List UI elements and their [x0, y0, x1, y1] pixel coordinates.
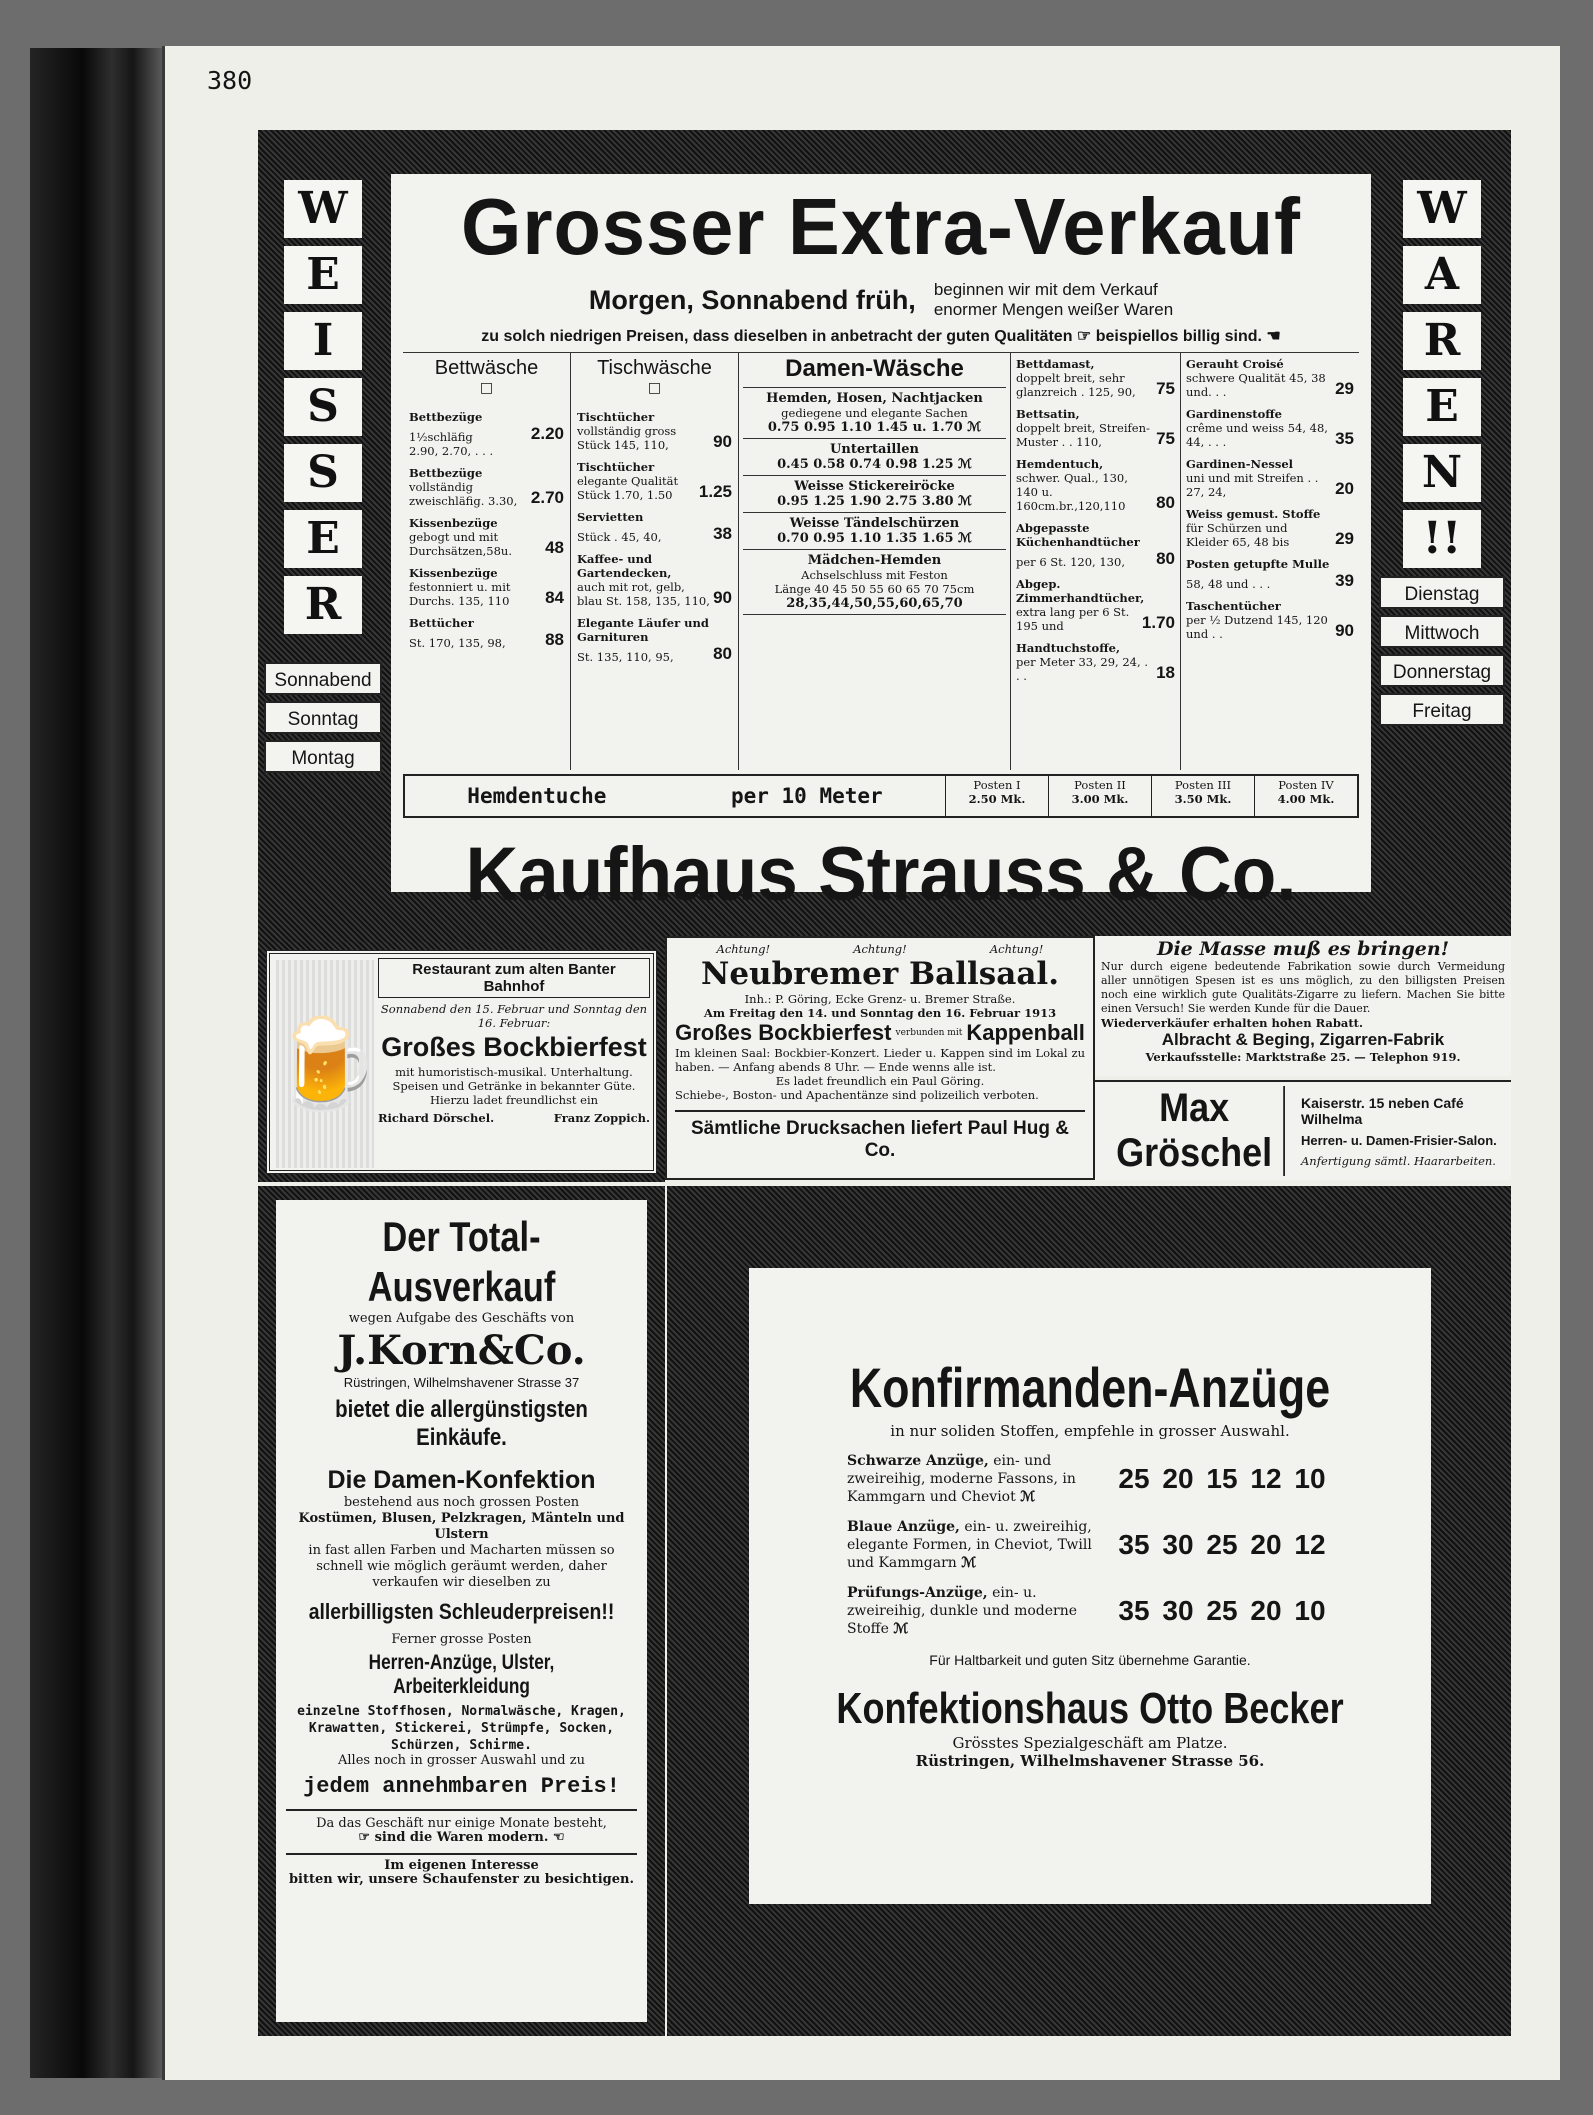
item-row: [577, 474, 732, 502]
ballsaal-owner: Inh.: P. Göring, Ecke Grenz- u. Bremer Straße.: [744, 992, 1016, 1006]
column-title: Tischwäsche: [597, 357, 712, 379]
item-price: 38: [713, 524, 732, 543]
group-sub: gediegene und elegante Sachen: [781, 406, 968, 420]
group-lengths: Länge 40 45 50 55 60 65 70 75cm: [774, 582, 975, 596]
suit-price: 25: [1118, 1463, 1150, 1494]
damen-group: [743, 388, 1006, 439]
price-item: [409, 566, 564, 608]
price-item: [409, 516, 564, 558]
item-row: [1016, 655, 1175, 683]
item-name: Bettbezüge: [409, 410, 483, 424]
group-title: Weisse Tändelschürzen: [789, 516, 960, 531]
group-sub: Achselschluss mit Feston: [801, 568, 948, 582]
suit-desc: [847, 1584, 1112, 1638]
price-item: [1016, 457, 1175, 513]
group-prices: 0.45 0.58 0.74 0.98 1.25 ℳ: [777, 457, 972, 472]
price-item: [1016, 407, 1175, 449]
item-desc: crême und weiss 54, 48, 44, . . .: [1186, 421, 1328, 449]
suit-desc: [847, 1518, 1112, 1572]
posten-name: Posten I: [973, 778, 1021, 792]
item-row: [1016, 605, 1175, 633]
suit-price: 25: [1206, 1529, 1238, 1560]
suit-label: Blaue Anzüge,: [847, 1519, 960, 1535]
item-desc: schwer. Qual., 130, 140 u. 160cm.br.,120,110: [1016, 471, 1128, 513]
item-price: 90: [713, 432, 732, 451]
beer-goat-icon: 🍺: [276, 960, 374, 1168]
item-desc: uni und mit Streifen . . 27, 24,: [1186, 471, 1319, 499]
item-desc: per Meter 33, 29, 24, . . .: [1016, 655, 1148, 683]
weekday-label: Sonntag: [264, 701, 382, 734]
hemdentuche-per: per 10 Meter: [730, 784, 883, 808]
item-price: 90: [713, 588, 732, 607]
hemdentuche-row: [403, 774, 1359, 818]
korn-line: Da das Geschäft nur einige Monate besteht,: [316, 1816, 607, 1831]
price-item: [1186, 357, 1354, 399]
word-letter: N: [1403, 444, 1481, 502]
sub-preisen: [403, 326, 1359, 346]
restaurant-line: mit humoristisch-musikal. Unterhaltung.: [395, 1065, 633, 1079]
becker-title: Konfirmanden-Anzüge: [849, 1356, 1331, 1419]
group-prices: 0.75 0.95 1.10 1.45 u. 1.70 ℳ: [767, 420, 982, 435]
sub-morgen: Morgen, Sonnabend früh,: [588, 284, 916, 315]
group-prices: 0.70 0.95 1.10 1.35 1.65 ℳ: [777, 531, 972, 546]
item-desc: per ½ Dutzend 145, 120 und . .: [1186, 613, 1328, 641]
left-vertical-word: [264, 140, 382, 790]
item-name: Kissenbezüge: [409, 566, 498, 580]
posten-price: 2.50 Mk.: [968, 792, 1026, 806]
ballsaal-event-b: Kappenball: [966, 1020, 1085, 1045]
korn-schleuderpreise: allerbilligsten Schleuderpreisen!!: [308, 1599, 615, 1624]
currency-unit: ℳ: [1020, 1489, 1036, 1505]
word-letter: !!: [1403, 510, 1481, 568]
weekday-label: Donnerstag: [1379, 654, 1505, 687]
item-price: 84: [545, 588, 564, 607]
item-row: [1016, 371, 1175, 399]
price-item: [577, 410, 732, 452]
korn-address: Rüstringen, Wilhelmshavener Strasse 37: [343, 1375, 580, 1390]
item-row: [1186, 421, 1354, 449]
item-row: [1186, 521, 1354, 549]
item-desc: für Schürzen und Kleider 65, 48 bis: [1186, 521, 1290, 549]
item-price: 80: [1156, 549, 1175, 568]
sub-preisen-a: zu solch niedrigen Preisen, dass dieselben in anbetracht der guten Qualitäten: [481, 328, 1073, 345]
newspaper-page: [162, 46, 1560, 2080]
suit-price: 35: [1118, 1529, 1150, 1560]
item-desc: schwere Qualität 45, 38 und. . .: [1186, 371, 1326, 399]
korn-damen-headline: Die Damen-Konfektion: [327, 1466, 596, 1494]
price-item: [1186, 407, 1354, 449]
weekday-label: Mittwoch: [1379, 615, 1505, 648]
suit-row: [847, 1518, 1421, 1572]
item-name: Tischtücher: [577, 460, 655, 474]
ballsaal-ad: [665, 936, 1095, 1180]
item-name: Weiss gemust. Stoffe: [1186, 507, 1321, 521]
damen-group: [743, 439, 1006, 476]
price-item: [409, 410, 564, 458]
restaurant-line: Hierzu ladet freundlichst ein: [429, 1093, 599, 1107]
becker-ad: [667, 1186, 1511, 2036]
page-number: 380: [207, 66, 253, 95]
item-name: Bettsatin,: [1016, 407, 1080, 421]
korn-line: wegen Aufgabe des Geschäfts von: [348, 1311, 575, 1326]
korn-preis: jedem annehmbaren Preis!: [303, 1774, 620, 1799]
item-name: Bettbezüge: [409, 466, 483, 480]
becker-company: Konfektionshaus Otto Becker: [836, 1684, 1344, 1733]
korn-line: Ferner grosse Posten: [391, 1632, 532, 1647]
group-prices: 28,35,44,50,55,60,65,70: [786, 596, 963, 611]
ballsaal-line: Schiebe-, Boston- und Apachentänze sind polizeilich verboten.: [675, 1088, 1039, 1102]
suit-price: 10: [1294, 1595, 1326, 1626]
item-desc: gebogt und mit Durchsätzen,58u.: [409, 530, 512, 558]
restaurant-title: Restaurant zum alten Banter Bahnhof: [378, 958, 650, 998]
price-item: [409, 466, 564, 508]
suit-desc: [847, 1452, 1112, 1506]
damen-group: [743, 550, 1006, 615]
item-price: 75: [1156, 429, 1175, 448]
suit-price: 12: [1294, 1529, 1326, 1560]
korn-ad: [258, 1186, 665, 2036]
korn-p1c: in fast allen Farben und Macharten müssen so schnell wie möglich geräumt werden, daher verkaufen wir dieselben zu: [308, 1543, 615, 1590]
becker-address: Rüstringen, Wilhelmshavener Strasse 56.: [915, 1752, 1265, 1770]
price-item: [577, 616, 732, 664]
column-bettwaesche: [403, 353, 571, 770]
item-row: [409, 630, 564, 650]
restaurant-line: Speisen und Getränke in bekannter Güte.: [392, 1079, 636, 1093]
suit-label: Schwarze Anzüge,: [847, 1453, 989, 1469]
price-columns: [403, 352, 1359, 770]
ballsaal-line: Im kleinen Saal: Bockbier-Konzert. Lieder u. Kappen sind im Lokal zu haben. — Anfang abends 8 Uhr. — Ende wenns alle ist.: [675, 1046, 1085, 1074]
signature: Richard Dörschel.: [378, 1111, 495, 1125]
posten-cell: [1254, 776, 1357, 816]
suit-row: [847, 1452, 1421, 1506]
item-name: Abgep. Zimmerhandtücher,: [1016, 577, 1145, 605]
korn-p2b: Alles noch in grosser Auswahl und zu: [338, 1753, 585, 1768]
item-price: 20: [1335, 479, 1354, 498]
korn-p1b: Kostümen, Blusen, Pelzkragen, Mänteln und Ulstern: [298, 1511, 625, 1542]
item-row: [1016, 471, 1175, 513]
item-desc: extra lang per 6 St. 195 und: [1016, 605, 1130, 633]
item-name: Servietten: [577, 510, 644, 524]
price-item: [1186, 507, 1354, 549]
group-prices: 0.95 1.25 1.90 2.75 3.80 ℳ: [777, 494, 972, 509]
pointing-hand-icon: ☞: [358, 1830, 375, 1845]
word-letter: E: [284, 510, 362, 568]
price-item: [1016, 641, 1175, 683]
weisse-waren-ad: [258, 130, 1511, 973]
word-letter: W: [1403, 180, 1481, 238]
column-tischwaesche: [571, 353, 739, 770]
suit-price: 10: [1294, 1463, 1326, 1494]
price-item: [577, 510, 732, 544]
item-row: [409, 580, 564, 608]
korn-line: sind die Waren modern.: [374, 1830, 549, 1845]
hemdentuche-label: Hemdentuche: [467, 784, 607, 808]
item-price: 75: [1156, 379, 1175, 398]
item-name: Bettücher: [409, 616, 474, 630]
item-row: [1186, 571, 1354, 591]
group-title: Untertaillen: [830, 442, 919, 457]
item-name: Hemdentuch,: [1016, 457, 1104, 471]
item-price: 29: [1335, 529, 1354, 548]
square-ornament-icon: □: [647, 380, 662, 396]
suit-price: 30: [1162, 1595, 1194, 1626]
becker-guarantee: Für Haltbarkeit und guten Sitz übernehme Garantie.: [929, 1652, 1251, 1668]
posten-price: 4.00 Mk.: [1277, 792, 1335, 806]
item-desc: vollständig gross Stück 145, 110,: [577, 424, 677, 452]
right-vertical-word: [1379, 140, 1505, 800]
weekday-label: Dienstag: [1379, 576, 1505, 609]
item-desc: 58, 48 und . . .: [1186, 577, 1271, 591]
suit-text: ein- u. zweireihig, elegante Formen, in Cheviot, Twill und Kammgarn: [847, 1519, 1092, 1571]
price-item: [1186, 557, 1354, 591]
suit-row: [847, 1584, 1421, 1638]
item-name: Posten getupfte Mulle: [1186, 557, 1330, 571]
word-letter: A: [1403, 246, 1481, 304]
posten-price: 3.00 Mk.: [1071, 792, 1129, 806]
item-desc: vollständig zweischläfig. 3.30,: [409, 480, 518, 508]
item-name: Handtuchstoffe,: [1016, 641, 1120, 655]
damen-group: [743, 476, 1006, 513]
item-name: Gardinenstoffe: [1186, 407, 1282, 421]
posten-name: Posten IV: [1278, 778, 1334, 792]
word-letter: E: [284, 246, 362, 304]
currency-unit: ℳ: [893, 1621, 909, 1637]
item-price: 88: [545, 630, 564, 649]
restaurant-dates: Sonnabend den 15. Februar und Sonntag den 16. Februar:: [380, 1002, 648, 1030]
posten-name: Posten III: [1174, 778, 1232, 792]
item-desc: St. 170, 135, 98,: [409, 636, 506, 650]
item-name: Elegante Läufer und Garnituren: [577, 616, 709, 644]
suit-price: 25: [1206, 1595, 1238, 1626]
item-price: 48: [545, 538, 564, 557]
pointing-hand-icon: ☞: [1076, 328, 1096, 345]
weisse-waren-main: [391, 174, 1371, 917]
item-row: [577, 424, 732, 452]
achtung-label: Achtung!: [853, 942, 907, 956]
price-item: [1186, 457, 1354, 499]
item-row: [409, 530, 564, 558]
item-desc: 1½schläfig: [409, 430, 473, 444]
suit-text: ein- und zweireihig, moderne Fassons, in Kammgarn und Cheviot: [847, 1453, 1076, 1505]
column-croise: [1181, 353, 1359, 770]
item-desc: festonniert u. mit Durchs. 135, 110: [409, 580, 511, 608]
item-price: 1.25: [698, 482, 732, 501]
item-price: 2.70: [530, 488, 564, 507]
ballsaal-event: Großes Bockbierfest: [675, 1020, 892, 1045]
zigarren-ad: [1095, 936, 1511, 1076]
korn-p2: einzelne Stoffhosen, Normalwäsche, Kragen, Krawatten, Stickerei, Strümpfe, Socken, Schürzen, Schirme.: [297, 1704, 626, 1753]
currency-unit: ℳ: [961, 1555, 977, 1571]
item-price: 39: [1335, 571, 1354, 590]
word-letter: R: [1403, 312, 1481, 370]
suit-price: 20: [1250, 1529, 1282, 1560]
item-name: Gerauht Croisé: [1186, 357, 1284, 371]
item-name: Gardinen-Nessel: [1186, 457, 1294, 471]
suit-price: 35: [1118, 1595, 1150, 1626]
item-desc: doppelt breit, Streifen-Muster . . 110,: [1016, 421, 1150, 449]
item-name: Abgepasste Küchenhandtücher: [1016, 521, 1140, 549]
korn-main: [276, 1200, 647, 2022]
groeschel-ad: [1095, 1080, 1511, 1180]
posten-name: Posten II: [1074, 778, 1126, 792]
item-price: 18: [1156, 663, 1175, 682]
suit-label: Prüfungs-Anzüge,: [847, 1585, 988, 1601]
ballsaal-date: Am Freitag den 14. und Sonntag den 16. Februar 1913: [703, 1006, 1057, 1020]
sub-enormer: enormer Mengen weißer Waren: [933, 300, 1174, 319]
item-row: [1016, 549, 1175, 569]
item-row: [409, 424, 564, 444]
korn-company: J.Korn&Co.: [337, 1327, 586, 1374]
drucksachen-footer: Sämtliche Drucksachen liefert Paul Hug & Co.: [675, 1110, 1085, 1162]
item-row: [409, 480, 564, 508]
group-title: Mädchen-Hemden: [807, 553, 942, 568]
ballsaal-event-mid: verbunden mit: [895, 1028, 963, 1038]
restaurant-ad: [258, 942, 665, 1182]
item-row: [1016, 421, 1175, 449]
group-title: Weisse Stickereiröcke: [794, 479, 955, 494]
item-desc: elegante Qualität Stück 1.70, 1.50: [577, 474, 679, 502]
korn-herren-headline: Herren-Anzüge, Ulster, Arbeiterkleidung: [368, 1651, 555, 1698]
pointing-hand-icon-2: ☚: [1266, 328, 1281, 345]
word-letter: R: [284, 576, 362, 634]
suit-price: 20: [1250, 1595, 1282, 1626]
sub-preisen-b: beispiellos billig sind.: [1095, 328, 1262, 345]
column-bettdamast: [1011, 353, 1181, 770]
column-title: Damen-Wäsche: [743, 355, 1006, 388]
weekday-label: Sonnabend: [264, 662, 382, 695]
item-row: [577, 644, 732, 664]
achtung-label: Achtung!: [989, 942, 1044, 956]
zigarren-body: Nur durch eigene bedeutende Fabrikation sowie durch Vermeidung aller unnötigen Spesen ist es uns möglich, zu den billigsten Preisen noch eine wirklich gute Qualitäts-Zigarre zu liefern. Machen Sie bitte einen Versuch! Sie werden Kunde für die Dauer.: [1101, 960, 1505, 1015]
achtung-label: Achtung!: [716, 942, 771, 956]
item-name: Kaffee- und Gartendecken,: [577, 552, 672, 580]
price-item: [577, 460, 732, 502]
item-price: 29: [1335, 379, 1354, 398]
sub-beginnen: beginnen wir mit dem Verkauf: [933, 280, 1158, 299]
groeschel-line: Anfertigung sämtl. Haararbeiten.: [1301, 1153, 1496, 1168]
ballsaal-line: Es ladet freundlich ein Paul Göring.: [775, 1074, 985, 1088]
zigarren-rabatt: Wiederverkäufer erhalten hohen Rabatt.: [1101, 1016, 1363, 1030]
item-desc: Stück . 45, 40,: [577, 530, 662, 544]
item-desc: per 6 St. 120, 130,: [1016, 555, 1125, 569]
signature: Franz Zoppich.: [553, 1111, 650, 1125]
weekday-label: Freitag: [1379, 693, 1505, 726]
item-price: 1.70: [1141, 613, 1175, 632]
suit-price: 15: [1206, 1463, 1238, 1494]
becker-line: Grösstes Spezialgeschäft am Platze.: [952, 1734, 1228, 1752]
groeschel-name: Max Gröschel: [1105, 1086, 1285, 1176]
item-name: Tischtücher: [577, 410, 655, 424]
column-damen-waesche: [739, 353, 1011, 770]
item-name: Bettdamast,: [1016, 357, 1095, 371]
item-row: [577, 524, 732, 544]
word-letter: S: [284, 378, 362, 436]
korn-line: bitten wir, unsere Schaufenster zu besichtigen.: [288, 1872, 635, 1887]
headline-extra-verkauf: Grosser Extra-Verkauf: [461, 182, 1301, 271]
item-row: [577, 580, 732, 608]
square-ornament-icon: □: [479, 380, 494, 396]
zigarren-shop: Verkaufsstelle: Marktstraße 25. — Telephon 919.: [1145, 1050, 1461, 1064]
pointing-hand-icon: ☜: [548, 1830, 565, 1845]
item-desc: St. 135, 110, 95,: [577, 650, 674, 664]
weekday-label: Montag: [264, 740, 382, 773]
zigarren-title: Die Masse muß es bringen!: [1156, 938, 1450, 960]
item-name: Kissenbezüge: [409, 516, 498, 530]
becker-line: in nur soliden Stoffen, empfehle in grosser Auswahl.: [890, 1422, 1290, 1440]
book-spine: [30, 48, 162, 2078]
price-item: [1186, 599, 1354, 641]
posten-price: 3.50 Mk.: [1174, 792, 1232, 806]
store-name: Kaufhaus Strauss & Co.: [465, 832, 1297, 917]
posten-cell: [1048, 776, 1151, 816]
suit-text: ein- u. zweireihig, dunkle und moderne Stoffe: [847, 1585, 1078, 1637]
item-row: [1186, 471, 1354, 499]
price-item: [1016, 521, 1175, 569]
suit-price: 12: [1250, 1463, 1282, 1494]
group-title: Hemden, Hosen, Nachtjacken: [766, 391, 983, 406]
korn-headline: bietet die allergünstigsten Einkäufe.: [335, 1396, 588, 1451]
suit-price: 20: [1162, 1463, 1194, 1494]
suit-price: 30: [1162, 1529, 1194, 1560]
price-item: [1016, 357, 1175, 399]
ballsaal-title: Neubremer Ballsaal.: [700, 956, 1059, 992]
word-letter: E: [1403, 378, 1481, 436]
damen-group: [743, 513, 1006, 550]
item-desc: doppelt breit, sehr glanzreich . 125, 90,: [1016, 371, 1136, 399]
item-name: Taschentücher: [1186, 599, 1281, 613]
groeschel-line: Herren- u. Damen-Frisier-Salon.: [1301, 1132, 1497, 1148]
posten-cell: [945, 776, 1048, 816]
item-desc: auch mit rot, gelb, blau St. 158, 135, 110,: [577, 580, 710, 608]
item-price: 80: [1156, 493, 1175, 512]
becker-main: [749, 1268, 1431, 1904]
item-price: 80: [713, 644, 732, 663]
restaurant-event: Großes Bockbierfest: [381, 1032, 647, 1062]
word-letter: S: [284, 444, 362, 502]
item-row: [1186, 371, 1354, 399]
column-title: Bettwäsche: [434, 357, 539, 379]
item-price: 2.20: [530, 424, 564, 443]
word-letter: I: [284, 312, 362, 370]
price-item: [1016, 577, 1175, 633]
korn-title: Der Total-Ausverkauf: [367, 1213, 556, 1310]
word-letter: W: [284, 180, 362, 238]
item-price: 35: [1335, 429, 1354, 448]
item-row: [1186, 613, 1354, 641]
item-price: 90: [1335, 621, 1354, 640]
zigarren-company: Albracht & Beging, Zigarren-Fabrik: [1161, 1030, 1445, 1049]
item-sub: 2.90, 2.70, . . .: [409, 444, 494, 458]
groeschel-address: Kaiserstr. 15 neben Café Wilhelma: [1301, 1094, 1464, 1127]
price-item: [577, 552, 732, 608]
price-item: [409, 616, 564, 650]
korn-p1: bestehend aus noch grossen Posten: [343, 1495, 580, 1510]
posten-cell: [1151, 776, 1254, 816]
korn-line: Im eigenen Interesse: [286, 1853, 637, 1873]
